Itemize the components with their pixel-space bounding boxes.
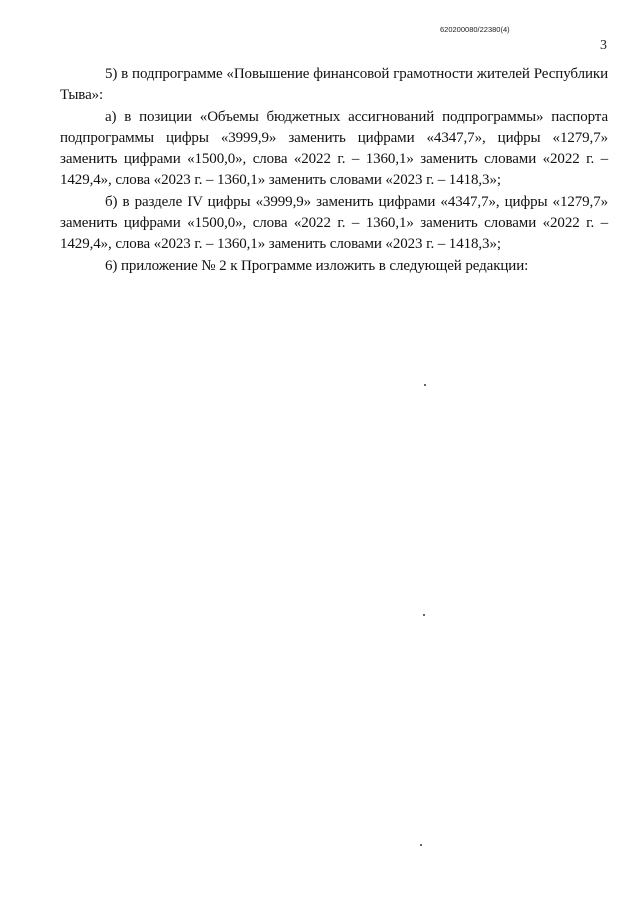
- paragraph-appendix-6: 6) приложение № 2 к Программе изложить в следующей редакции:: [105, 257, 529, 274]
- document-code: 620200080/22380(4): [440, 25, 510, 34]
- scan-speck: [424, 384, 426, 386]
- scan-speck: [423, 614, 425, 616]
- document-body: [60, 64, 608, 277]
- page-number: 3: [600, 38, 607, 53]
- scan-speck: [420, 844, 422, 846]
- paragraph-item-b: б) в разделе IV цифры «3999,9» заменить цифрами «4347,7», цифры «1279,7» заменить цифрами «1500,0», слова «2022 г. – 1360,1» заменить словами «2022 г. – 1429,4», слова «2023 г. – 1360,1» заменить словами «2023 г. – 1418,3»;: [60, 193, 608, 253]
- paragraph-subprogram-5: 5) в подпрограмме «Повышение финансовой грамотности жителей Республики Тыва»:: [60, 66, 608, 104]
- paragraph-item-a: а) в позиции «Объемы бюджетных ассигнований подпрограммы» паспорта подпрограммы цифры «3999,9» заменить цифрами «4347,7», цифры «1279,7» заменить цифрами «1500,0», слова «2022 г. – 1360,1» заменить словами «2022 г. – 1429,4», слова «2023 г. – 1360,1» заменить словами «2023 г. – 1418,3»;: [60, 108, 608, 189]
